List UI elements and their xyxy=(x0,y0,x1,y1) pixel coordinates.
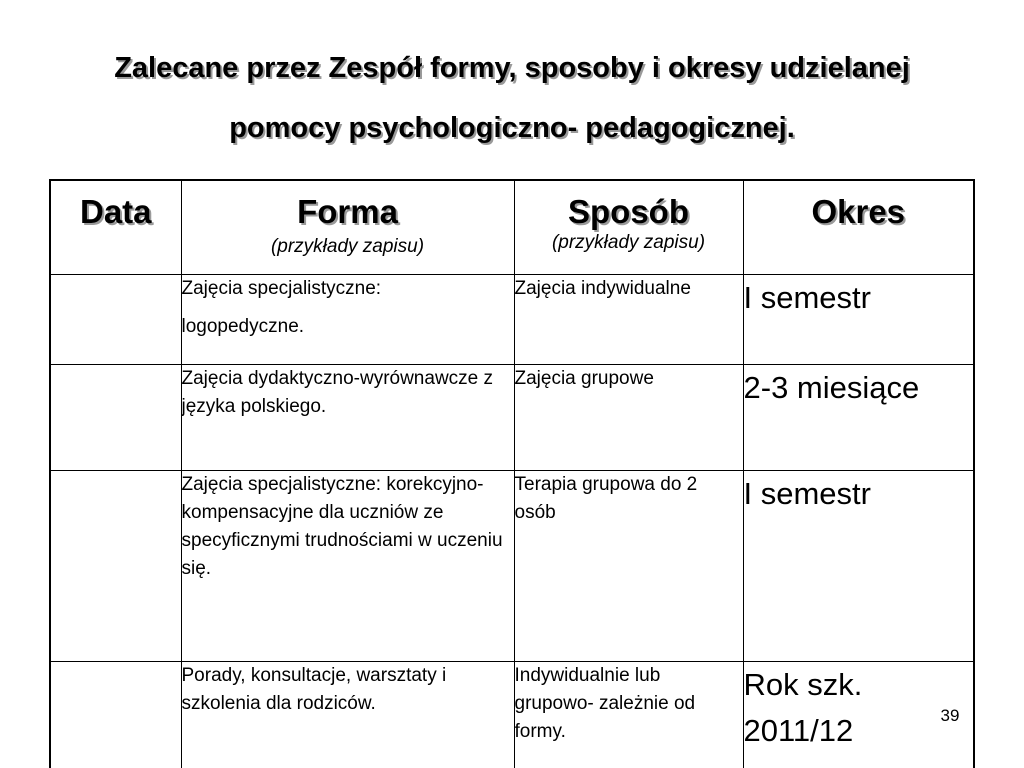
header-sposob-sublabel: (przykłady zapisu) xyxy=(551,232,706,253)
slide-title xyxy=(40,38,984,158)
title-line-1: Zalecane przez Zespół formy, sposoby i okresy udzielanej xyxy=(114,52,910,84)
cell-data xyxy=(50,274,181,364)
cell-forma: Zajęcia specjalistyczne: korekcyjno-kompensacyjne dla uczniów ze specyficznymi trudnościami w uczeniu się. xyxy=(181,470,514,661)
cell-okres: I semestr xyxy=(743,470,974,661)
header-forma xyxy=(181,180,514,274)
cell-sposob: Zajęcia grupowe xyxy=(514,364,743,470)
cell-forma: Porady, konsultacje, warsztaty i szkolenia dla rodziców. xyxy=(181,661,514,768)
support-plan-table xyxy=(49,179,975,768)
title-line-2: pomocy psychologiczno- pedagogicznej. xyxy=(229,112,795,144)
header-data xyxy=(50,180,181,274)
cell-sposob: Indywidualnie lub grupowo- zależnie od formy. xyxy=(514,661,743,768)
cell-forma: Zajęcia dydaktyczno-wyrównawcze z języka polskiego. xyxy=(181,364,514,470)
table-row xyxy=(50,274,974,364)
page-number: 39 xyxy=(940,706,960,725)
table-row xyxy=(50,470,974,661)
table-header-row xyxy=(50,180,974,274)
header-okres-label: Okres xyxy=(811,193,906,230)
cell-okres: I semestr xyxy=(743,274,974,364)
cell-data xyxy=(50,470,181,661)
cell-okres: Rok szk. 2011/12 xyxy=(743,661,974,768)
cell-forma-extra: logopedyczne. xyxy=(181,315,305,337)
header-data-label: Data xyxy=(79,193,152,230)
cell-sposob: Zajęcia indywidualne xyxy=(514,274,743,364)
cell-data xyxy=(50,661,181,768)
cell-sposob: Terapia grupowa do 2 osób xyxy=(514,470,743,661)
header-sposob xyxy=(514,180,743,274)
cell-data xyxy=(50,364,181,470)
table-row xyxy=(50,364,974,470)
header-okres xyxy=(743,180,974,274)
cell-forma xyxy=(181,274,514,364)
header-sposob-label: Sposób xyxy=(568,193,689,230)
cell-okres: 2-3 miesiące xyxy=(743,364,974,470)
table-row xyxy=(50,661,974,768)
cell-forma-text: Zajęcia specjalistyczne: xyxy=(181,277,382,299)
header-forma-label: Forma xyxy=(297,193,398,230)
header-forma-sublabel: (przykłady zapisu) xyxy=(270,236,425,257)
